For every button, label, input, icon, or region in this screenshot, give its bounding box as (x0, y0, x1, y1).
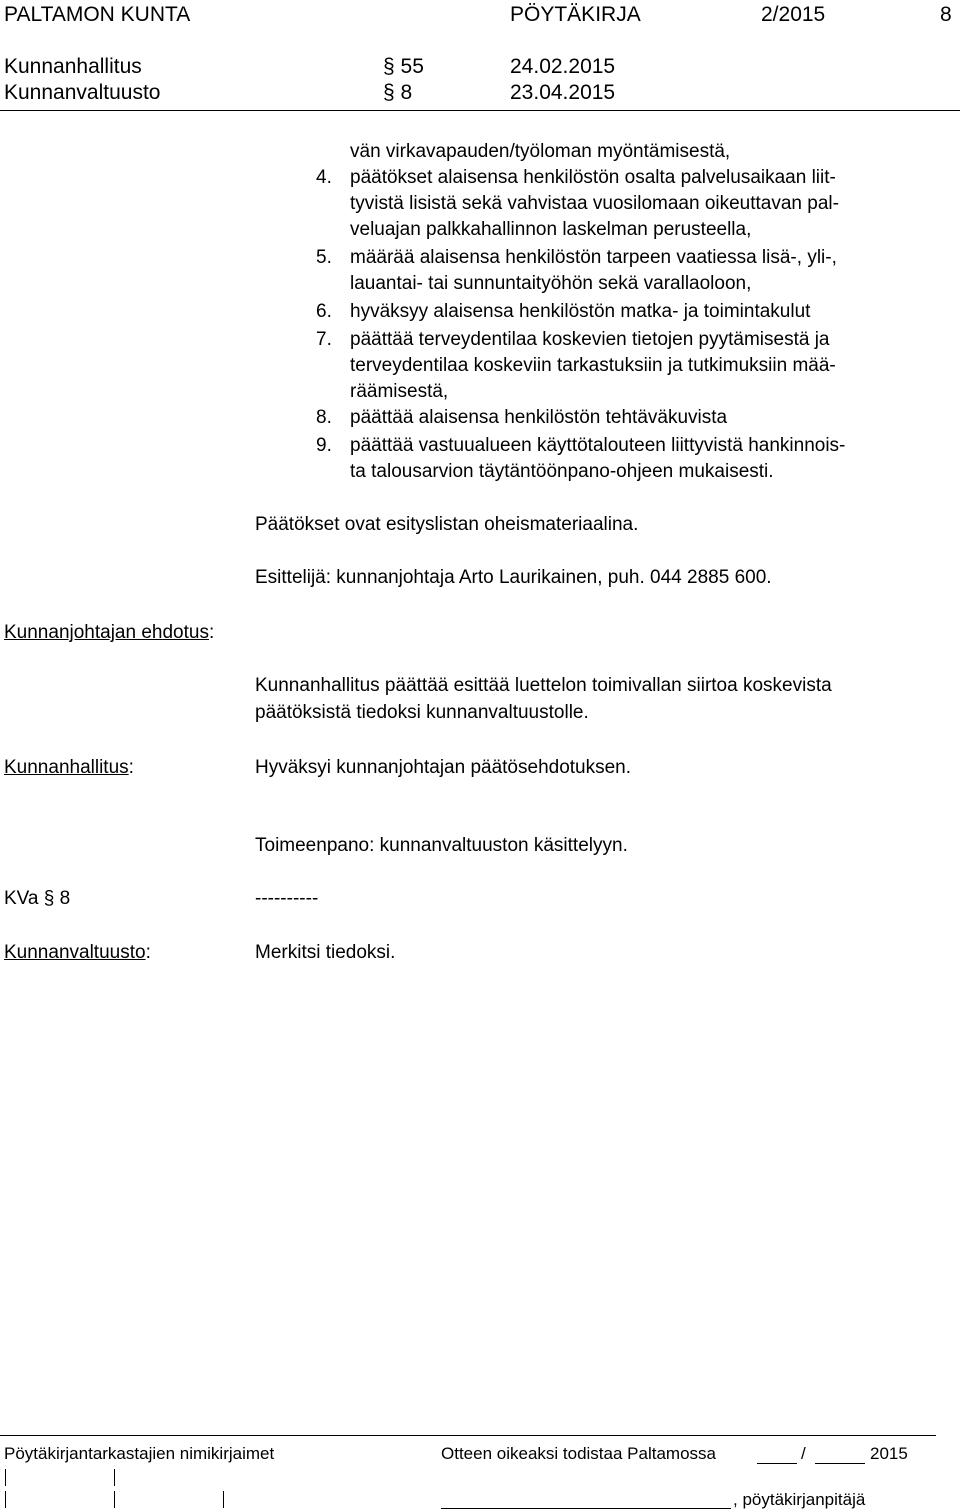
secretary-signature-line (441, 1508, 731, 1509)
reviewers-label: Pöytäkirjantarkastajien nimikirjaimet (4, 1444, 275, 1463)
list-item-line: ta talousarvion täytäntöönpano-ohjeen mukaisesti. (350, 461, 774, 482)
list-item-number: 5. (316, 247, 332, 268)
list-item-line: päätökset alaisensa henkilöstön osalta palvelusaikaan liit- (350, 167, 836, 188)
list-item-number: 8. (316, 407, 332, 428)
list-item-line: päättää vastuualueen käyttötalouteen liittyvistä hankinnois- (350, 435, 846, 456)
header-section-kunnanvaltuusto: § 8 (383, 81, 413, 104)
list-item-line: määrää alaisensa henkilöstön tarpeen vaatiessa lisä-, yli-, (350, 247, 837, 268)
list-item-line: hyväksyy alaisensa henkilöstön matka- ja toimintakulut (350, 301, 811, 322)
list-item-number: 9. (316, 435, 332, 456)
footer-divider (0, 1435, 936, 1436)
kva-label: KVa § 8 (4, 888, 71, 909)
header-divider (0, 110, 960, 111)
document-number: 2/2015 (761, 3, 826, 26)
header-body-kunnanhallitus: Kunnanhallitus (4, 55, 142, 78)
presenter-line: Esittelijä: kunnanjohtaja Arto Laurikainen, puh. 044 2885 600. (255, 567, 772, 588)
initials-separator (5, 1469, 6, 1486)
list-item-line: veluajan palkkahallinnon laskelman perusteella, (350, 219, 752, 240)
header-section-kunnanhallitus: § 55 (383, 55, 424, 78)
certified-year: 2015 (870, 1444, 908, 1463)
list-item-line: tyvistä lisistä sekä vahvistaa vuosilomaan oikeuttavan pal- (350, 193, 839, 214)
list-item-number: 6. (316, 301, 332, 322)
council-heading: Kunnanvaltuusto: (4, 942, 151, 963)
list-item-line: päättää terveydentilaa koskevien tietojen pyytämisestä ja (350, 329, 830, 350)
initials-separator (5, 1491, 6, 1508)
implementation-note: Toimeenpano: kunnanvaltuuston käsittelyyn. (255, 835, 628, 856)
kva-dashes: ---------- (255, 888, 319, 909)
initials-separator (223, 1491, 224, 1508)
list-item-number: 4. (316, 167, 332, 188)
board-label: Kunnanhallitus (4, 757, 129, 778)
list-item-line: räämisestä, (350, 381, 449, 402)
list-item-line: lauantai- tai sunnuntaityöhön sekä varallaoloon, (350, 273, 752, 294)
list-item-line: terveydentilaa koskeviin tarkastuksiin ja tutkimuksiin mää- (350, 355, 836, 376)
attachment-note: Päätökset ovat esityslistan oheismateriaalina. (255, 514, 639, 535)
initials-separator (114, 1491, 115, 1508)
certified-day-blank (757, 1463, 797, 1464)
proposal-heading: Kunnanjohtajan ehdotus: (4, 622, 215, 643)
secretary-label: , pöytäkirjanpitäjä (733, 1490, 866, 1509)
board-heading: Kunnanhallitus: (4, 757, 134, 778)
certified-text: Otteen oikeaksi todistaa Paltamossa (441, 1444, 716, 1463)
initials-separator (114, 1469, 115, 1486)
board-decision: Hyväksyi kunnanjohtajan päätösehdotuksen. (255, 757, 632, 778)
header-date-kunnanvaltuusto: 23.04.2015 (510, 81, 616, 104)
certified-month-blank (815, 1463, 865, 1464)
proposal-label: Kunnanjohtajan ehdotus (4, 622, 209, 643)
council-decision: Merkitsi tiedoksi. (255, 942, 396, 963)
certified-slash: / (801, 1444, 806, 1463)
proposal-text: Kunnanhallitus päättää esittää luettelon toimivallan siirtoa koskevista (255, 675, 832, 696)
municipality-name: PALTAMON KUNTA (4, 3, 191, 26)
proposal-text: päätöksistä tiedoksi kunnanvaltuustolle. (255, 702, 589, 723)
list-item-line: päättää alaisensa henkilöstön tehtäväkuvista (350, 407, 728, 428)
council-label: Kunnanvaltuusto (4, 942, 146, 963)
header-date-kunnanhallitus: 24.02.2015 (510, 55, 616, 78)
document-type: PÖYTÄKIRJA (510, 3, 641, 26)
list-continuation: vän virkavapauden/työloman myöntämisestä, (350, 141, 731, 162)
header-body-kunnanvaltuusto: Kunnanvaltuusto (4, 81, 161, 104)
page-number: 8 (940, 3, 952, 26)
list-item-number: 7. (316, 329, 332, 350)
